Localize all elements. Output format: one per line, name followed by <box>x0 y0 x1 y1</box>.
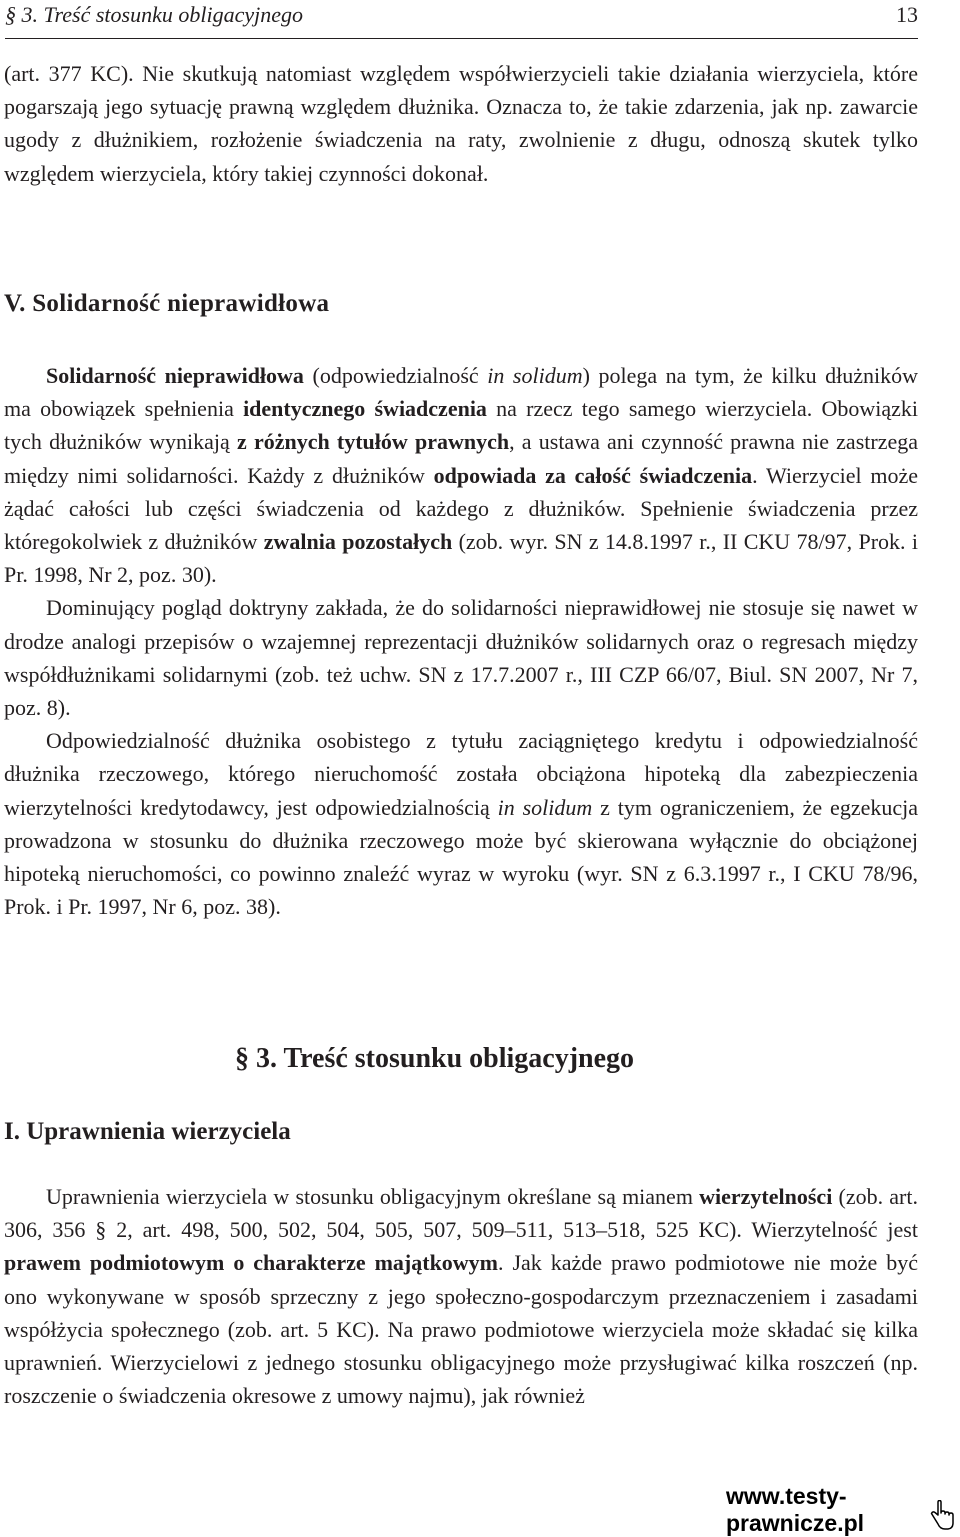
term-solidarnosc-nieprawidlowa: Solidarność nieprawidłowa <box>46 363 304 388</box>
hand-pointer-icon <box>929 1500 955 1532</box>
intro-paragraph: (art. 377 KC). Nie skutkują natomiast względem współwierzycieli takie działania wierzyciela, które pogarszają jego sytuację prawną względem dłużnika. Oznacza to, że takie zdarzenia, jak np. zawarcie ugody z dłużnikiem, rozłożenie świadczenia na raty, zwolnienie z długu, odnoszą skutek tylko względem wierzyciela, który takiej czynności dokonał. <box>4 61 918 186</box>
section-v-body <box>4 359 918 923</box>
term-zwalnia-pozostalych: zwalnia pozostałych <box>263 529 453 555</box>
chapter-heading: § 3. Treść stosunku obligacyjnego <box>235 1043 635 1074</box>
paragraph-creditor-rights <box>4 1180 918 1412</box>
page-number: 13 <box>896 2 918 27</box>
term-identycznego-swiadczenia: identycznego świadczenia <box>243 396 487 422</box>
section-i-body <box>4 1180 918 1412</box>
paragraph-doctrine-view: Dominujący pogląd doktryny zakłada, że do solidarności nieprawidłowej nie stosuje się nawet w drodze analogi przepisów o wzajemnej reprezentacji dłużników solidarnych oraz o regresach między współdłużnikami solidarnymi (zob. też uchw. SN z 17.7.2007 r., III CZP 66/07, Biul. SN 2007, Nr 7, poz. 8). <box>4 595 918 721</box>
text-span: ) polega na tym, że kilku dłużników ma obowiązek spełnienia <box>4 363 919 422</box>
running-header-title: § 3. Treść stosunku obligacyjnego <box>5 2 303 27</box>
term-z-roznych-tytulow: z różnych tytułów prawnych <box>236 429 510 455</box>
running-header <box>5 0 918 39</box>
term-in-solidum-2: in solidum <box>497 794 593 820</box>
text-span: na rzecz tego samego wierzyciela. Obowiązki tych dłużników wynikają <box>4 396 918 455</box>
section-heading-i: I. Uprawnienia wierzyciela <box>4 1118 291 1145</box>
watermark-link[interactable]: www.testy-prawnicze.pl <box>726 1483 865 1536</box>
text-span: (zob. wyr. SN z 14.8.1997 r., II CKU 78/97, Prok. i Pr. 1998, Nr 2, poz. 30). <box>4 529 918 588</box>
paragraph-solidarity-definition <box>4 359 918 591</box>
term-odpowiada-za-calosc: odpowiada za całość świadczenia <box>433 462 753 488</box>
term-wierzytelnosci: wierzytelności <box>699 1184 833 1209</box>
text-span: (odpowiedzialność <box>303 363 488 388</box>
text-span: , a ustawa ani czynność prawna nie zastrzega między nimi solidarności. Każdy z dłużników <box>4 429 918 488</box>
text-span: . Wierzyciel może żądać całości lub części świadczenia od każdego z dłużników. Spełnienie świadczenia przez któregokolwiek z dłużników <box>4 462 918 555</box>
text-span: (zob. art. 306, 356 § 2, art. 498, 500, 502, 504, 505, 507, 509–511, 513–518, 525 KC). Wierzytelność jest <box>4 1184 918 1243</box>
text-span: z tym ograniczeniem, że egzekucja prowadzona w stosunku do dłużnika rzeczowego może być skierowana wyłącznie do obciążonej hipoteką nieruchomości, co powinno znaleźć wyraz w wyroku (wyr. SN z 6.3.1997 r., I CKU 78/96, Prok. i Pr. 1997, Nr 6, poz. 38). <box>4 794 918 920</box>
term-prawem-podmiotowym: prawem podmiotowym o charakterze majątkowym <box>4 1250 499 1276</box>
paragraph-personal-debtor <box>4 724 918 923</box>
term-in-solidum: in solidum <box>487 363 583 388</box>
intro-paragraph-block <box>4 57 918 190</box>
section-heading-v: V. Solidarność nieprawidłowa <box>4 290 330 317</box>
text-span: . Jak każde prawo podmiotowe nie może być ono wykonywane w sposób sprzeczny z jego społeczno-gospodarczym przeznaczeniem i zasadami współżycia społecznego (zob. art. 5 KC). Na prawo podmiotowe wierzyciela może składać się kilka uprawnień. Wierzycielowi z jednego stosunku obligacyjnego może przysługiwać kilka roszczeń (np. roszczenie o świadczenia okresowe z umowy najmu), jak również <box>4 1250 918 1409</box>
text-span: Uprawnienia wierzyciela w stosunku obligacyjnym określane są mianem <box>46 1184 700 1209</box>
text-span: Odpowiedzialność dłużnika osobistego z tytułu zaciągniętego kredytu i odpowiedzialność dłużnika rzeczowego, którego nieruchomość została obciążona hipoteką dla zabezpieczenia wierzytelności kredytodawcy, jest odpowiedzialnością <box>4 728 918 820</box>
